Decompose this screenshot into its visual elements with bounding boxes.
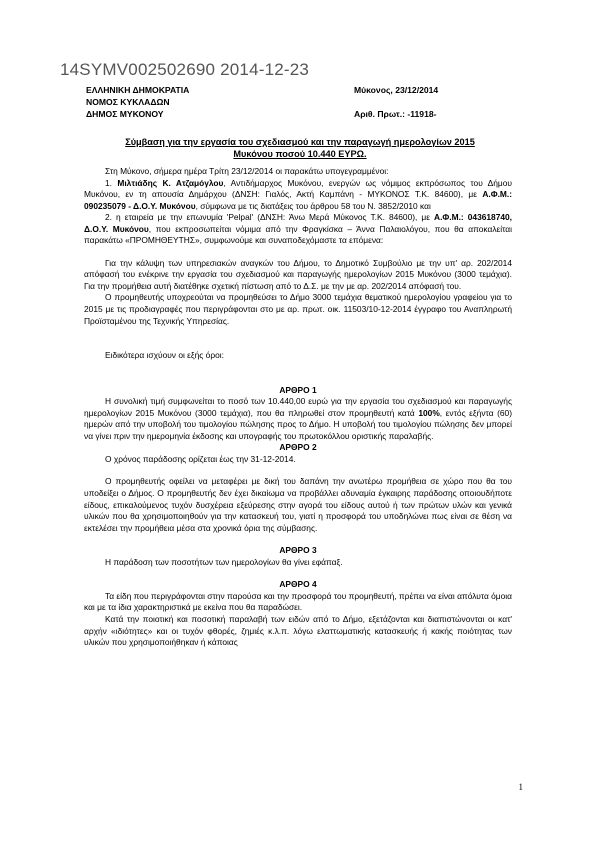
article-1-heading: ΑΡΘΡΟ 1 — [279, 384, 317, 395]
obligation-paragraph: Ο προμηθευτής υποχρεούται να προμηθεύσει το Δήμο 3000 τεμάχια θεματικού ημερολογίου γραφείου για το 2015 με τις προδιαγραφές που περιγράφονται στο με αρ. πρωτ. οικ. 11503/10-12-2014 έγγραφο του Αναπληρωτή Προϊσταμένου της Τεχνικής Υπηρεσίας. — [84, 292, 512, 326]
article-3-heading: ΑΡΘΡΟ 3 — [279, 545, 317, 556]
party-1-tax-id: Α.Φ.Μ.: 090235079 - Δ.Ο.Υ. Μυκόνου — [84, 189, 512, 211]
article-1-text-a: Η συνολική τιμή συμφωνείται το ποσό των 10.440,00 ευρώ για την εργασία του σχεδιασμού και παραγωγής ημερολογίων 2015 Μυκόνου (3000 τεμάχια), που θα πληρωθεί στον προμηθευτή κατά — [84, 396, 512, 418]
intro-paragraph: Στη Μύκονο, σήμερα ημέρα Τρίτη 23/12/2014 οι παρακάτω υπογεγραμμένοι: — [105, 166, 389, 176]
contract-title-line-2: Μυκόνου ποσού 10.440 ΕΥΡΩ. — [233, 149, 367, 159]
party-2-paragraph — [84, 212, 512, 247]
contract-title-line-1: Σύμβαση για την εργασία του σχεδιασμού και την παραγωγή ημερολογίων 2015 — [125, 137, 475, 147]
page-number: 1 — [518, 782, 523, 792]
article-1-percentage: 100% — [418, 407, 440, 418]
party-1-paragraph — [84, 178, 512, 213]
header-line-republic: ΕΛΛΗΝΙΚΗ ΔΗΜΟΚΡΑΤΙΑ — [86, 85, 190, 95]
article-4-text-1: Τα είδη που περιγράφονται στην παρούσα και την προσφορά του προμηθευτή, πρέπει να είναι απόλυτα όμοια και με τα ίδια χαρακτηριστικά με εκείνα που θα παραδώσει. — [84, 590, 512, 613]
party-2-text-b: , που εκπροσωπείται νόμιμα από την Φραγκίσκα – Άννα Παλαιολόγου, που θα αποκαλείται παρακάτω «ΠΡΟΜΗΘΕΥΤΗΣ», συμφωνούμε και συναποδεχόμαστε τα επόμενα: — [84, 223, 512, 246]
party-1-text-a: , Αντιδήμαρχος Μυκόνου, ενεργών ως νόμιμος εκπρόσωπος του Δήμου Μυκόνου, εν τη απουσία Δημάρχου (ΔΝΣΗ: Γιαλός, Ακτή Καμπάνη - ΜΥΚΟΝΟΣ Τ.Κ. 84600), με — [84, 177, 512, 200]
article-1-text-b: , εντός εξήντα (60) ημερών από την υποβολή του τιμολογίου πώλησης προς το Δήμο. Η υποβολή του τιμολογίου πώλησης δεν μπορεί να γίνει πριν την ημερομηνία έκδοσης και υπογραφής του πρωτοκόλλου οριστικής παραλαβής. — [84, 407, 513, 441]
issuer-header — [86, 84, 189, 120]
article-3-text: Η παράδοση των ποσοτήτων των ημερολογίων θα γίνει εφάπαξ. — [105, 556, 343, 567]
terms-intro: Ειδικότερα ισχύουν οι εξής όροι: — [105, 350, 224, 361]
transport-paragraph: Ο προμηθευτής οφείλει να μεταφέρει με δική του δαπάνη την ανωτέρω προμήθεια σε χώρο που θα του υποδείξει ο Δήμος. Ο προμηθευτής δεν έχει δικαίωμα να προβάλλει αδυναμία έγκαιρης παράδοσης οποιουδήποτε είδους, επικαλούμενος τυχόν δυσχέρεια εξεύρεσης στην αγορά του είδους αυτού ή των πρώτων υλών και γενικά υλικών που θα χρησιμοποιηθούν για την κατασκευή του, γιατί η προσφορά του υποδηλώνει πως είναι σε θέση να εκτελέσει την προμήθεια μέσα στα χρονικά όρια της σύμβασης. — [84, 476, 512, 533]
party-2-text-a: η εταιρεία με την επωνυμία 'Pelpal' (ΔΝΣΗ: Άνω Μερά Μύκονος Τ.Κ. 84600), με — [112, 212, 435, 223]
header-line-prefecture: ΝΟΜΟΣ ΚΥΚΛΑΔΩΝ — [86, 97, 170, 107]
article-4-text-2: Κατά την ποιοτική και ποσοτική παραλαβή των ειδών από το Δήμο, εξετάζονται και διαπιστώνονται οι κατ' αρχήν «ιδιότητες» και οι τυχόν φθορές, ζημιές κ.λ.π. λόγω ελαττωματικής κατασκευής ή κακής ποιότητας των υλικών που χρησιμοποιήθηκαν ή κάποιας — [84, 613, 512, 648]
date-protocol-header — [354, 84, 438, 120]
document-stamp-code: 14SYMV002502690 2014-12-23 — [60, 60, 310, 79]
party-2-number: 2. — [105, 212, 112, 223]
party-2-tax-id: Α.Φ.Μ.: 043618740, Δ.Ο.Υ. Μυκόνου — [84, 212, 512, 234]
contract-title — [80, 136, 520, 160]
article-1-text — [84, 396, 512, 442]
article-2-heading: ΑΡΘΡΟ 2 — [279, 442, 317, 453]
header-line-municipality: ΔΗΜΟΣ ΜΥΚΟΝΟΥ — [86, 109, 164, 119]
article-2-text: Ο χρόνος παράδοσης ορίζεται έως την 31-12-2014. — [105, 453, 296, 464]
party-1-number: 1. — [105, 177, 112, 188]
contract-body — [84, 166, 512, 649]
protocol-number: Αριθ. Πρωτ.: -11918- — [354, 109, 437, 119]
coverage-paragraph: Για την κάλυψη των υπηρεσιακών αναγκών του Δήμου, το Δημοτικό Συμβούλιο με την υπ' αρ. 202/2014 απόφασή του ενέκρινε την εργασία του σχεδιασμού και παραγωγής ημερολογίων 2015 Μυκόνου (3000 τεμάχια). Για την προμήθεια αυτή διατέθηκε σχετική πίστωση από το Δ.Σ. με την με αρ. 202/2014 απόφασή του. — [84, 257, 512, 291]
article-4-heading: ΑΡΘΡΟ 4 — [279, 579, 317, 590]
party-1-name: Μιλτιάδης Κ. Ατζαμόγλου — [117, 177, 224, 188]
place-date: Μύκονος, 23/12/2014 — [354, 85, 439, 95]
party-1-text-b: , σύμφωνα με τις διατάξεις του άρθρου 58 του Ν. 3852/2010 και — [195, 200, 431, 211]
